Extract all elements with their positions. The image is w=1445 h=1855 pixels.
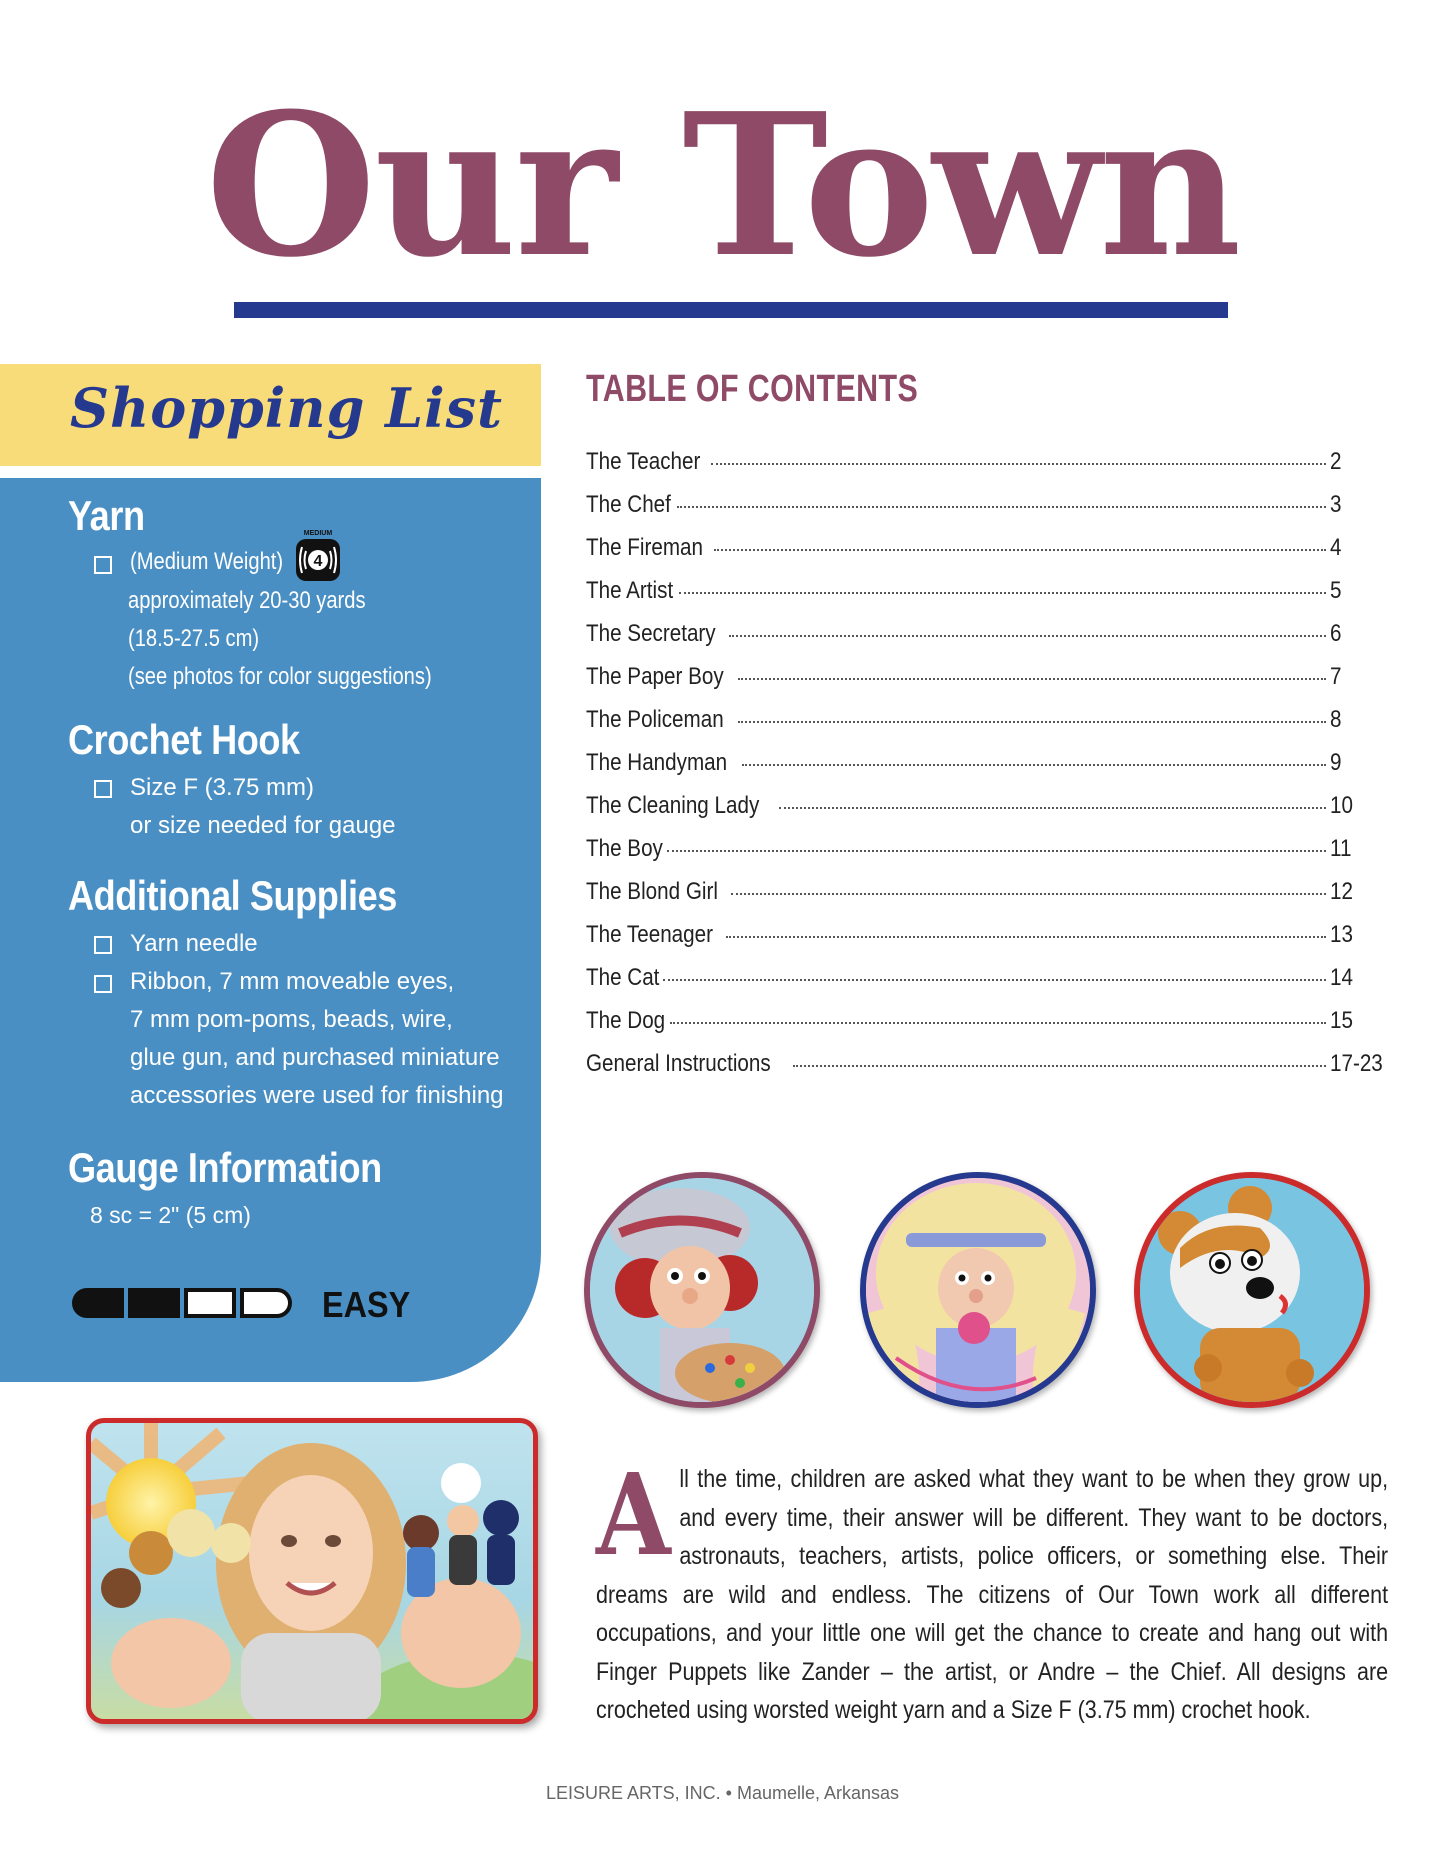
yarn-badge-number: 4 xyxy=(313,553,323,570)
toc-entry-page: 12 xyxy=(1330,878,1353,905)
toc-leader xyxy=(714,531,1326,551)
toc-entry-page: 10 xyxy=(1330,792,1353,819)
checkbox-icon xyxy=(94,975,112,993)
toc-entry[interactable] xyxy=(586,534,1382,577)
gauge-heading: Gauge Information xyxy=(68,1144,382,1191)
toc-leader xyxy=(726,918,1326,938)
page-title: Our Town xyxy=(205,71,1240,301)
skill-segment-empty xyxy=(184,1288,236,1318)
toc-entry-title: The Chef xyxy=(586,491,671,518)
toc-entry-page: 9 xyxy=(1330,749,1342,776)
toc-leader xyxy=(679,574,1326,594)
skill-level-meter xyxy=(72,1288,292,1318)
girl-with-puppets-photo xyxy=(86,1418,538,1724)
artist-puppet-photo xyxy=(584,1172,820,1408)
yarn-badge-label: MEDIUM xyxy=(303,530,333,537)
toc-entry-title: General Instructions xyxy=(586,1050,771,1077)
shopping-list-header: Shopping List xyxy=(70,376,503,440)
skill-segment-filled xyxy=(128,1288,180,1318)
intro-paragraph xyxy=(596,1450,1389,1730)
toc-list xyxy=(586,448,1382,1093)
supplies-item-2-line-4: accessories were used for finishing xyxy=(130,1082,504,1109)
toc-leader xyxy=(738,703,1326,723)
toc-entry-title: The Handyman xyxy=(586,749,728,776)
toc-entry-page: 17-23 xyxy=(1330,1050,1383,1077)
toc-entry-page: 13 xyxy=(1330,921,1353,948)
toc-entry-page: 8 xyxy=(1330,706,1342,733)
toc-leader xyxy=(779,789,1326,809)
toc-leader xyxy=(663,961,1326,981)
publisher-footer: LEISURE ARTS, INC. • Maumelle, Arkansas xyxy=(545,1783,900,1803)
yarn-line-2: (18.5-27.5 cm) xyxy=(128,625,260,652)
supplies-item-2-line-3: glue gun, and purchased miniature xyxy=(130,1044,500,1071)
title-rule xyxy=(234,302,1228,318)
dog-puppet-illustration xyxy=(1140,1178,1364,1402)
toc-entry[interactable] xyxy=(586,835,1382,878)
skill-segment-empty xyxy=(240,1288,292,1318)
intro-text: ll the time, children are asked what they want to be when they grow up, and every time, their answer will be different. They want to be doctors, astronauts, teachers, artists, police officers, or something else. Their dreams are wild and endless. The citizens of Our Town work all different occupations, and your little one will get the chance to create and hang out with Finger Puppets like Zander – the artist, or Andre – the Chief. All designs are crocheted using worsted weight yarn and a Size F (3.75 mm) crochet hook. xyxy=(596,1465,1389,1724)
supplies-heading: Additional Supplies xyxy=(68,872,397,919)
toc-entry[interactable] xyxy=(586,749,1382,792)
supplies-item-2-line-2: 7 mm pom-poms, beads, wire, xyxy=(130,1006,453,1033)
supplies-item-1: Yarn needle xyxy=(130,930,258,957)
toc-entry-title: The Boy xyxy=(586,835,663,862)
toc-leader xyxy=(742,746,1326,766)
toc-entry-page: 5 xyxy=(1330,577,1342,604)
yarn-line-1: approximately 20-30 yards xyxy=(128,587,366,614)
toc-heading: TABLE OF CONTENTS xyxy=(586,368,919,410)
dog-puppet-photo xyxy=(1134,1172,1370,1408)
toc-entry[interactable] xyxy=(586,663,1382,706)
toc-entry-page: 14 xyxy=(1330,964,1353,991)
toc-entry[interactable] xyxy=(586,792,1382,835)
toc-entry[interactable] xyxy=(586,878,1382,921)
toc-entry[interactable] xyxy=(586,448,1382,491)
toc-entry[interactable] xyxy=(586,1050,1382,1093)
blond-girl-puppet-illustration xyxy=(866,1178,1090,1402)
toc-entry[interactable] xyxy=(586,706,1382,749)
artist-puppet-illustration xyxy=(590,1178,814,1402)
toc-entry-page: 2 xyxy=(1330,448,1342,475)
toc-entry-title: The Artist xyxy=(586,577,674,604)
toc-entry[interactable] xyxy=(586,964,1382,1007)
toc-leader xyxy=(667,832,1326,852)
toc-entry[interactable] xyxy=(586,577,1382,620)
toc-entry-title: The Teacher xyxy=(586,448,701,475)
toc-entry-page: 7 xyxy=(1330,663,1342,690)
toc-entry-title: The Fireman xyxy=(586,534,704,561)
toc-entry-title: The Paper Boy xyxy=(586,663,724,690)
hook-line-1: Size F (3.75 mm) xyxy=(130,774,315,801)
toc-entry-title: The Dog xyxy=(586,1007,666,1034)
checkbox-icon xyxy=(94,780,112,798)
yarn-weight-icon xyxy=(292,527,344,585)
girl-photo-illustration xyxy=(91,1423,533,1719)
toc-leader xyxy=(711,445,1326,465)
toc-entry[interactable] xyxy=(586,1007,1382,1050)
yarn-line-3: (see photos for color suggestions) xyxy=(128,663,432,690)
toc-entry[interactable] xyxy=(586,491,1382,534)
toc-leader xyxy=(729,617,1326,637)
toc-entry-title: The Teenager xyxy=(586,921,713,948)
toc-entry-title: The Cleaning Lady xyxy=(586,792,760,819)
blond-girl-puppet-photo xyxy=(860,1172,1096,1408)
toc-leader xyxy=(793,1047,1326,1067)
hook-line-2: or size needed for gauge xyxy=(130,812,396,839)
toc-leader xyxy=(731,875,1326,895)
toc-leader xyxy=(670,1004,1326,1024)
intro-dropcap: A xyxy=(596,1450,671,1581)
toc-entry-title: The Cat xyxy=(586,964,660,991)
gauge-value: 8 sc = 2" (5 cm) xyxy=(90,1202,251,1228)
toc-entry-title: The Blond Girl xyxy=(586,878,718,905)
toc-entry[interactable] xyxy=(586,620,1382,663)
toc-entry-page: 3 xyxy=(1330,491,1342,518)
toc-leader xyxy=(677,488,1326,508)
toc-entry[interactable] xyxy=(586,921,1382,964)
toc-entry-page: 11 xyxy=(1330,835,1352,862)
skill-segment-filled xyxy=(72,1288,124,1318)
checkbox-icon xyxy=(94,556,112,574)
hook-heading: Crochet Hook xyxy=(68,716,300,763)
toc-leader xyxy=(738,660,1326,680)
toc-entry-page: 15 xyxy=(1330,1007,1353,1034)
toc-entry-page: 6 xyxy=(1330,620,1342,647)
toc-entry-title: The Policeman xyxy=(586,706,724,733)
supplies-item-2-line-1: Ribbon, 7 mm moveable eyes, xyxy=(130,968,455,995)
yarn-heading: Yarn xyxy=(68,492,145,539)
toc-entry-page: 4 xyxy=(1330,534,1342,561)
yarn-weight: (Medium Weight) xyxy=(130,548,284,575)
toc-entry-title: The Secretary xyxy=(586,620,716,647)
checkbox-icon xyxy=(94,936,112,954)
skill-level-label: EASY xyxy=(322,1284,411,1325)
